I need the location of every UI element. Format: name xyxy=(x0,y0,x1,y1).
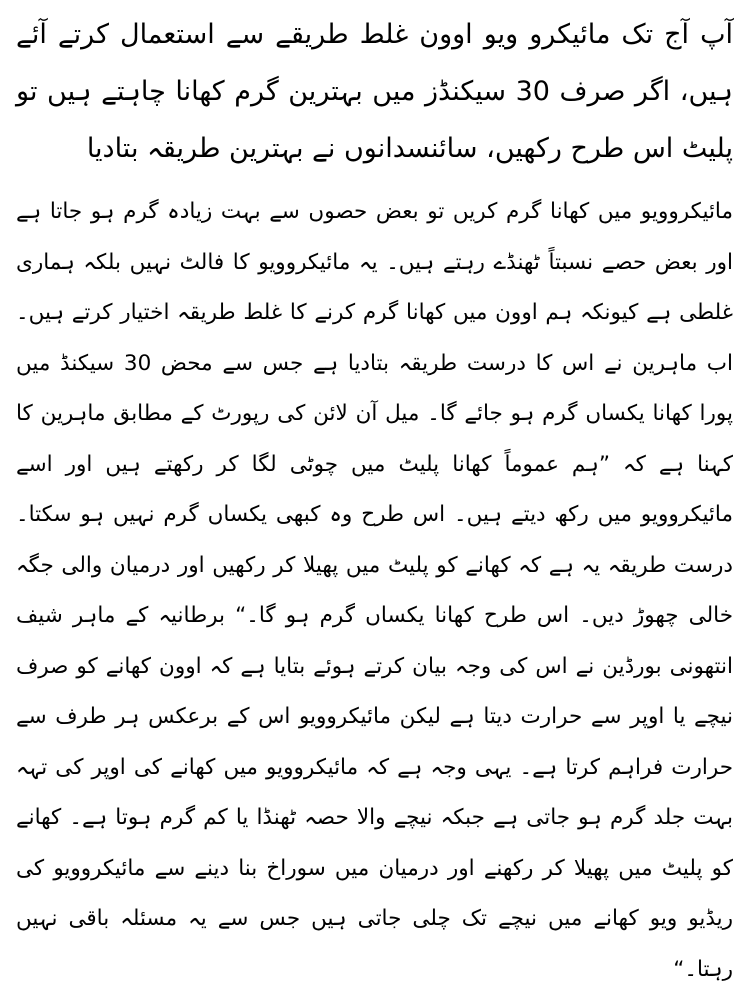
news-article xyxy=(16,6,733,982)
article-headline: آپ آج تک مائیکرو ویو اوون غلط طریقے سے استعمال کرتے آئے ہیں، اگر صرف 30 سیکنڈز میں بہترین گرم کھانا چاہتے ہیں تو پلیٹ اس طرح رکھیں، سائنسدانوں نے بہترین طریقہ بتادیا xyxy=(16,19,733,164)
article-body: مائیکروویو میں کھانا گرم کریں تو بعض حصوں سے بہت زیادہ گرم ہو جاتا ہے اور بعض حصے نسبتاً ٹھنڈے رہتے ہیں۔ یہ مائیکروویو کا فالٹ نہیں بلکہ ہماری غلطی ہے کیونکہ ہم اوون میں کھانا گرم کرنے کا غلط طریقہ اختیار کرتے ہیں۔ اب ماہرین نے اس کا درست طریقہ بتادیا ہے جس سے محض 30 سیکنڈ میں پورا کھانا یکساں گرم ہو جائے گا۔ میل آن لائن کی رپورٹ کے مطابق ماہرین کا کہنا ہے کہ ”ہم عموماً کھانا پلیٹ میں چوٹی لگا کر رکھتے ہیں اور اسے مائیکروویو میں رکھ دیتے ہیں۔ اس طرح وہ کبھی یکساں گرم نہیں ہو سکتا۔ درست طریقہ یہ ہے کہ کھانے کو پلیٹ میں پھیلا کر رکھیں اور درمیان والی جگہ خالی چھوڑ دیں۔ اس طرح کھانا یکساں گرم ہو گا۔“ برطانیہ کے ماہر شیف انتھونی بورڈین نے اس کی وجہ بیان کرتے ہوئے بتایا ہے کہ اوون کھانے کو صرف نیچے یا اوپر سے حرارت دیتا ہے لیکن مائیکروویو اس کے برعکس ہر طرف سے حرارت فراہم کرتا ہے۔ یہی وجہ ہے کہ مائیکروویو میں کھانے کی اوپر کی تہہ بہت جلد گرم ہو جاتی ہے جبکہ نیچے والا حصہ ٹھنڈا یا کم گرم ہوتا ہے۔ کھانے کو پلیٹ میں پھیلا کر رکھنے اور درمیان میں سوراخ بنا دینے سے مائیکروویو کی ریڈیو ویو کھانے میں نیچے تک چلی جاتی ہیں جس سے یہ مسئلہ باقی نہیں رہتا۔“ xyxy=(16,199,733,982)
